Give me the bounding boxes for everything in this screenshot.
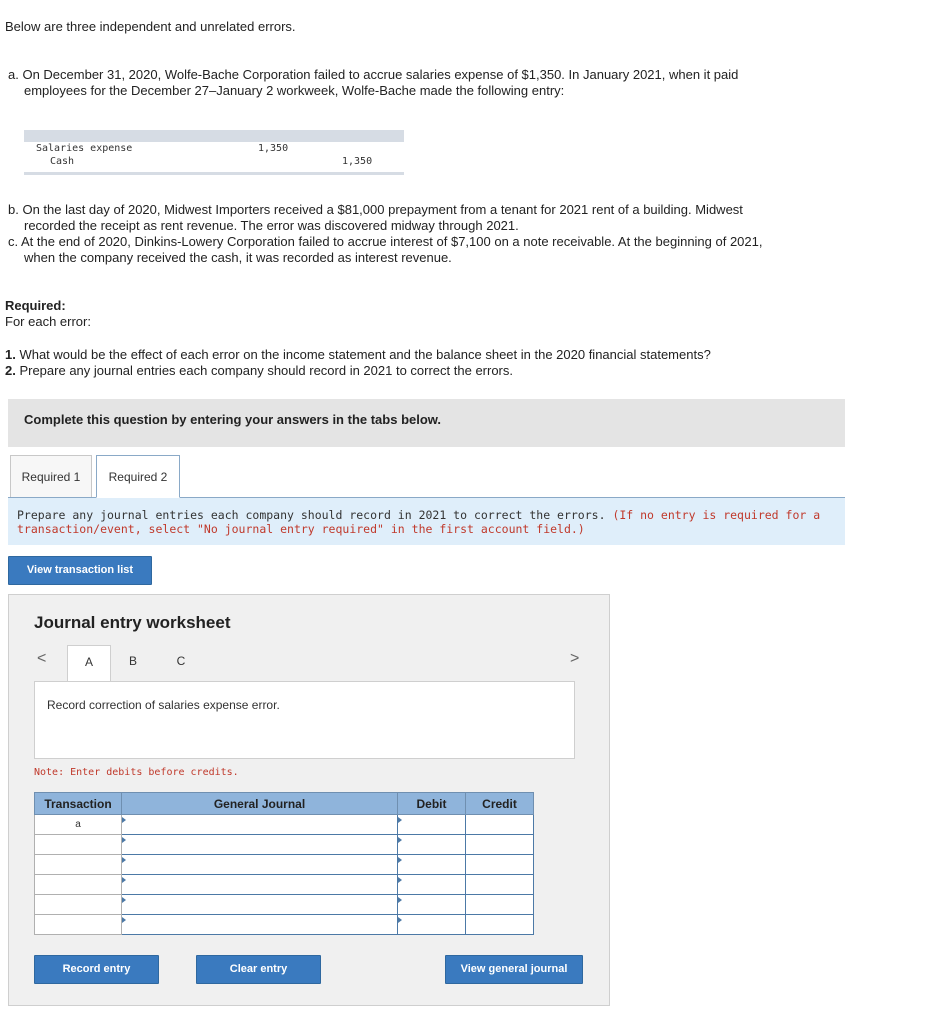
column-header-debit: Debit <box>398 793 466 815</box>
tab-required-1[interactable]: Required 1 <box>10 455 92 498</box>
general-journal-account-input[interactable] <box>122 815 398 835</box>
table-row <box>35 895 534 915</box>
general-journal-account-input[interactable] <box>122 855 398 875</box>
general-journal-account-input[interactable] <box>122 895 398 915</box>
table-row <box>35 835 534 855</box>
error-a-line1: a. On December 31, 2020, Wolfe-Bache Corporation failed to accrue salaries expense of $1,350. In January 2021, when it paid <box>8 67 739 82</box>
prompt-main: Prepare any journal entries each company should record in 2021 to correct the errors. <box>17 508 613 522</box>
instruction-banner <box>8 399 845 447</box>
error-c-line2: when the company received the cash, it was recorded as interest revenue. <box>24 250 452 265</box>
general-journal-account-input[interactable] <box>122 835 398 855</box>
credit-input[interactable] <box>466 855 534 875</box>
worksheet-tab-a[interactable]: A <box>67 645 111 681</box>
debit-input[interactable] <box>398 895 466 915</box>
sample-credit-account: Cash <box>50 156 75 167</box>
sample-journal-entry <box>24 130 404 175</box>
sample-debit-amount: 1,350 <box>258 143 289 154</box>
clear-entry-button[interactable]: Clear entry <box>196 955 321 984</box>
error-a-line2: employees for the December 27–January 2 workweek, Wolfe-Bache made the following entry: <box>24 83 565 98</box>
error-b-line1: b. On the last day of 2020, Midwest Importers received a $81,000 prepayment from a tenant for 2021 rent of a building. Midwest <box>8 202 743 217</box>
transaction-cell <box>35 855 122 875</box>
prompt-box <box>8 498 845 545</box>
table-row <box>35 855 534 875</box>
transaction-cell: a <box>35 815 122 835</box>
transaction-cell <box>35 915 122 935</box>
credit-input[interactable] <box>466 815 534 835</box>
worksheet-tab-b[interactable]: B <box>128 654 137 668</box>
column-header-general-journal: General Journal <box>122 793 398 815</box>
error-b-line2: recorded the receipt as rent revenue. The error was discovered midway through 2021. <box>24 218 519 233</box>
question-1-text: What would be the effect of each error on the income statement and the balance sheet in the 2020 financial statements? <box>15 347 711 362</box>
prompt-text <box>17 508 837 536</box>
general-journal-account-input[interactable] <box>122 915 398 935</box>
column-header-transaction: Transaction <box>35 793 122 815</box>
sample-header-bar <box>24 130 404 142</box>
credit-input[interactable] <box>466 835 534 855</box>
sample-debit-account: Salaries expense <box>36 143 133 154</box>
transaction-cell <box>35 835 122 855</box>
general-journal-account-input[interactable] <box>122 875 398 895</box>
question-1-number: 1. <box>5 347 16 362</box>
required-heading: Required: <box>5 298 66 313</box>
prev-arrow-icon[interactable]: < <box>37 650 47 667</box>
debit-input[interactable] <box>398 875 466 895</box>
question-2-number: 2. <box>5 363 16 378</box>
transaction-cell <box>35 875 122 895</box>
entry-description: Record correction of salaries expense error. <box>47 698 280 712</box>
table-row <box>35 915 534 935</box>
record-entry-button[interactable]: Record entry <box>34 955 159 984</box>
intro-text: Below are three independent and unrelated errors. <box>5 19 296 34</box>
view-general-journal-button[interactable]: View general journal <box>445 955 583 984</box>
journal-entry-worksheet <box>8 594 610 1006</box>
view-transaction-list-button[interactable]: View transaction list <box>8 556 152 585</box>
debit-input[interactable] <box>398 815 466 835</box>
worksheet-title: Journal entry worksheet <box>34 613 231 632</box>
tab-required-2[interactable]: Required 2 <box>96 455 180 498</box>
entry-description-box <box>34 681 575 759</box>
question-2 <box>5 363 513 379</box>
question-2-text: Prepare any journal entries each company should record in 2021 to correct the errors. <box>15 363 513 378</box>
credit-input[interactable] <box>466 915 534 935</box>
table-row <box>35 875 534 895</box>
debit-input[interactable] <box>398 915 466 935</box>
required-subheading: For each error: <box>5 314 91 329</box>
debit-input[interactable] <box>398 835 466 855</box>
next-arrow-icon[interactable]: > <box>570 650 580 667</box>
transaction-cell <box>35 895 122 915</box>
sample-footer-bar <box>24 172 404 175</box>
instruction-text: Complete this question by entering your answers in the tabs below. <box>24 412 442 427</box>
credit-input[interactable] <box>466 895 534 915</box>
sample-credit-amount: 1,350 <box>342 156 373 167</box>
debit-credit-note: Note: Enter debits before credits. <box>34 767 239 778</box>
prompt-highlight: (If no entry is required for a transaction/event, select "No journal entry required" in the first account field.) <box>17 508 821 536</box>
debit-input[interactable] <box>398 855 466 875</box>
worksheet-tab-c[interactable]: C <box>176 654 186 668</box>
journal-entry-table <box>34 792 534 935</box>
question-1 <box>5 347 711 363</box>
column-header-credit: Credit <box>466 793 534 815</box>
credit-input[interactable] <box>466 875 534 895</box>
table-row <box>35 815 534 835</box>
error-c-line1: c. At the end of 2020, Dinkins-Lowery Corporation failed to accrue interest of $7,100 on a note receivable. At the beginning of 2021, <box>8 234 763 249</box>
